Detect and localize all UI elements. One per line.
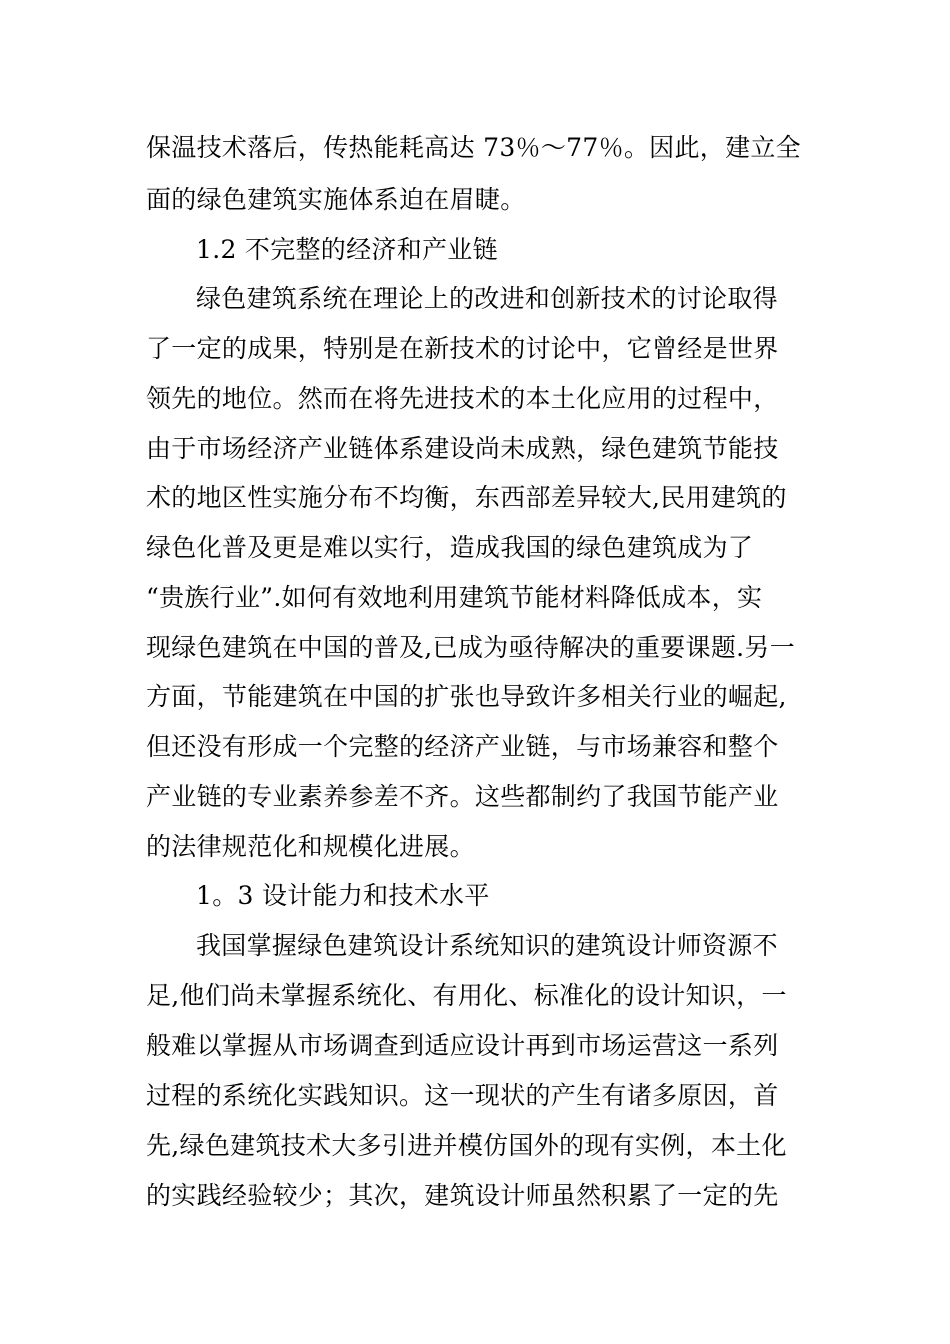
text-line: 术的地区性实施分布不均衡，东西部差异较大,民用建筑的 xyxy=(146,483,787,512)
text-line: 足,他们尚未掌握系统化、有用化、标准化的设计知识，一 xyxy=(146,981,787,1010)
section-heading: 1。3 设计能力和技术水平 xyxy=(196,881,490,910)
text-line: 产业链的专业素养参差不齐。这些都制约了我国节能产业 xyxy=(146,782,779,811)
text-line: 绿色建筑系统在理论上的改进和创新技术的讨论取得 xyxy=(196,284,778,313)
text-line: 般难以掌握从市场调查到适应设计再到市场运营这一系列 xyxy=(146,1031,779,1060)
section-heading: 1.2 不完整的经济和产业链 xyxy=(196,235,498,264)
text-line: 面的绿色建筑实施体系迫在眉睫。 xyxy=(146,185,526,214)
text-line: 领先的地位。然而在将先进技术的本土化应用的过程中， xyxy=(146,384,779,413)
text-line: 的法律规范化和规模化进展。 xyxy=(146,832,475,861)
text-line: 由于市场经济产业链体系建设尚未成熟，绿色建筑节能技 xyxy=(146,434,779,463)
text-line: 先,绿色建筑技术大多引进并模仿国外的现有实例，本土化 xyxy=(146,1131,787,1160)
text-line: 我国掌握绿色建筑设计系统知识的建筑设计师资源不 xyxy=(196,931,778,960)
text-line: 方面，节能建筑在中国的扩张也导致许多相关行业的崛起, xyxy=(146,682,787,711)
text-line: “贵族行业”.如何有效地利用建筑节能材料降低成本，实 xyxy=(146,583,763,612)
text-line: 现绿色建筑在中国的普及,已成为亟待解决的重要课题.另一 xyxy=(146,633,795,662)
text-line: 保温技术落后，传热能耗高达 73％～77％。因此，建立全 xyxy=(146,133,801,162)
text-line: 的实践经验较少；其次，建筑设计师虽然积累了一定的先 xyxy=(146,1181,779,1210)
text-line: 但还没有形成一个完整的经济产业链，与市场兼容和整个 xyxy=(146,732,779,761)
text-line: 绿色化普及更是难以实行，造成我国的绿色建筑成为了 xyxy=(146,533,754,562)
text-line: 了一定的成果，特别是在新技术的讨论中，它曾经是世界 xyxy=(146,334,779,363)
text-line: 过程的系统化实践知识。这一现状的产生有诸多原因，首 xyxy=(146,1081,779,1110)
